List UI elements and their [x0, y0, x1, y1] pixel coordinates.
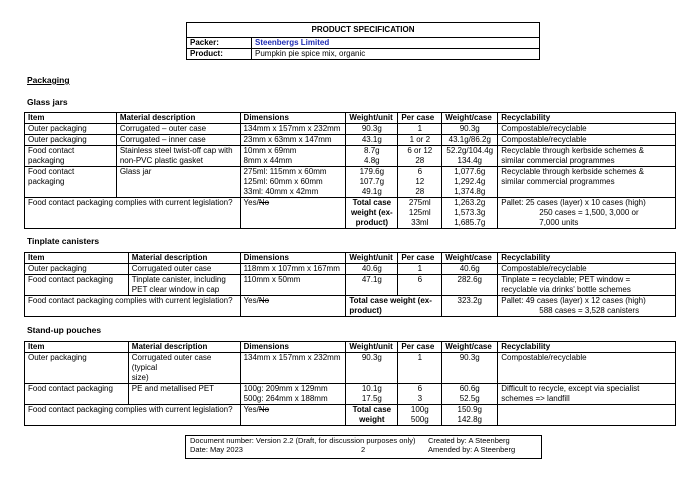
packer-label: Packer: — [187, 38, 252, 49]
value-line: 142.8g — [457, 415, 482, 424]
compliance-answer — [240, 405, 346, 426]
cell-item: Outer packaging — [25, 353, 129, 384]
cell-weight-unit: 90.3g — [346, 353, 398, 384]
total-case-weight-label: Total case weight (ex-product) — [346, 198, 398, 229]
cell-weight-unit — [346, 384, 398, 405]
cell-weight-case — [442, 167, 498, 198]
glass-jars-table — [24, 112, 676, 229]
product-label: Product: — [187, 49, 252, 60]
col-per-case: Per case — [398, 113, 442, 124]
compliance-statement: Food contact packaging complies with current legislation? — [25, 198, 241, 229]
recyclability-line: Tinplate = recyclable; PET window = — [501, 275, 631, 284]
cell-per-case — [398, 146, 442, 167]
size-cell — [398, 198, 442, 229]
cell-dimensions — [240, 167, 346, 198]
recyclability-line: similar commercial programmes — [501, 156, 615, 165]
col-item: Item — [25, 113, 117, 124]
page-title: PRODUCT SPECIFICATION — [187, 23, 540, 38]
cell-item: Food contact packaging — [25, 384, 129, 405]
cell-weight-case: 90.3g — [442, 124, 498, 135]
value-line: 179.6g — [359, 167, 385, 176]
col-recyclability: Recyclability — [498, 253, 676, 264]
value-line: 6 — [417, 167, 423, 176]
cell-dimensions: 118mm x 107mm x 167mm — [240, 264, 346, 275]
col-weight-unit: Weight/unit — [346, 113, 398, 124]
footer-table — [186, 436, 541, 454]
tinplate-heading: Tinplate canisters — [27, 236, 100, 246]
cell-recyclability: Compostable/recyclable — [498, 353, 676, 384]
value-line: 6 or 12 — [407, 146, 433, 155]
table-row — [25, 146, 676, 167]
cell-item: Food contact packaging — [25, 167, 117, 198]
dimension-line: 33ml: 40mm x 42mm — [243, 187, 319, 196]
total-weight-cell — [442, 405, 498, 426]
cell-per-case: 1 or 2 — [398, 135, 442, 146]
packer-value: Steenbergs Limited — [252, 38, 540, 49]
cell-recyclability — [498, 384, 676, 405]
value-line: 500g — [410, 415, 429, 424]
dimension-line: 275ml: 115mm x 60mm — [243, 167, 327, 176]
tinplate-table — [24, 252, 676, 317]
no-text: No — [258, 405, 270, 414]
cell-item: Outer packaging — [25, 124, 117, 135]
cell-weight-unit: 40.6g — [346, 264, 398, 275]
cell-material: Glass jar — [116, 167, 240, 198]
cell-recyclability — [498, 275, 676, 296]
created-by: Created by: A Steenberg — [428, 436, 510, 445]
pallet-cell — [498, 198, 676, 229]
table-row — [25, 167, 676, 198]
col-per-case: Per case — [398, 253, 442, 264]
col-item: Item — [25, 253, 129, 264]
col-material: Material description — [128, 342, 240, 353]
dimension-line: 100g: 209mm x 129mm — [243, 384, 328, 393]
cell-recyclability — [498, 146, 676, 167]
cell-recyclability: Compostable/recyclable — [498, 135, 676, 146]
cell-per-case: 1 — [398, 264, 442, 275]
cell-dimensions — [240, 384, 346, 405]
material-line: Stainless steel twist-off cap with — [119, 146, 233, 155]
product-value: Pumpkin pie spice mix, organic — [252, 49, 540, 60]
col-weight-case: Weight/case — [442, 113, 498, 124]
cell-weight-case: 90.3g — [442, 353, 498, 384]
value-line: 4.8g — [364, 156, 380, 165]
footer-date-cell — [186, 445, 424, 454]
dimension-line: 10mm x 69mm — [243, 146, 297, 155]
cell-recyclability: Compostable/recyclable — [498, 264, 676, 275]
col-material: Material description — [116, 113, 240, 124]
table-row — [25, 353, 676, 384]
value-line: 1,573.3g — [454, 208, 486, 217]
col-recyclability: Recyclability — [498, 342, 676, 353]
cell-weight-case: 40.6g — [442, 264, 498, 275]
document-date: Date: May 2023 — [190, 445, 243, 454]
cell-dimensions: 134mm x 157mm x 232mm — [240, 353, 346, 384]
table-row — [25, 135, 676, 146]
total-weight-cell: 323.2g — [442, 296, 498, 317]
cell-weight-unit: 90.3g — [346, 124, 398, 135]
cell-weight-case — [442, 384, 498, 405]
material-line: non-PVC plastic gasket — [119, 156, 203, 165]
col-dimensions: Dimensions — [240, 342, 346, 353]
cell-material: Corrugated outer case — [128, 264, 240, 275]
packaging-heading: Packaging — [27, 75, 70, 85]
table-header-row — [25, 113, 676, 124]
recyclability-line: Difficult to recycle, except via specialist — [501, 384, 640, 393]
cell-weight-case — [442, 146, 498, 167]
value-line: 1,685.7g — [454, 218, 486, 227]
total-case-weight-label: Total case weight — [346, 405, 398, 426]
compliance-answer — [240, 296, 346, 317]
col-weight-case: Weight/case — [442, 342, 498, 353]
col-dimensions: Dimensions — [240, 113, 346, 124]
cell-weight-case: 43.1g/86.2g — [442, 135, 498, 146]
col-recyclability: Recyclability — [498, 113, 676, 124]
value-line: 1,374.8g — [454, 187, 486, 196]
table-header-row — [25, 253, 676, 264]
dimension-line: 500g: 264mm x 188mm — [243, 394, 328, 403]
yes-text: Yes/ — [243, 405, 259, 414]
pouches-heading: Stand-up pouches — [27, 325, 102, 335]
value-line: 1,263.2g — [454, 198, 486, 207]
material-line: size) — [131, 373, 149, 382]
cell-weight-case: 282.6g — [442, 275, 498, 296]
value-line: 10.1g — [361, 384, 382, 393]
table-header-row — [25, 342, 676, 353]
table-row — [25, 275, 676, 296]
col-item: Item — [25, 342, 129, 353]
compliance-statement: Food contact packaging complies with current legislation? — [25, 405, 241, 426]
cell-weight-unit: 47.1g — [346, 275, 398, 296]
table-row — [25, 264, 676, 275]
value-line: 100g — [410, 405, 429, 414]
document-footer — [185, 435, 542, 459]
cell-weight-unit — [346, 167, 398, 198]
cell-dimensions — [240, 146, 346, 167]
recyclability-line: schemes => landfill — [501, 394, 570, 403]
cell-weight-unit — [346, 146, 398, 167]
cell-material — [116, 146, 240, 167]
cell-material: Corrugated – outer case — [116, 124, 240, 135]
pallet-line: 250 cases = 1,500, 3,000 or — [539, 208, 639, 217]
compliance-statement: Food contact packaging complies with current legislation? — [25, 296, 241, 317]
value-line: 1,077.6g — [454, 167, 486, 176]
size-cell — [398, 405, 442, 426]
pouches-table — [24, 341, 676, 426]
value-line: 150.9g — [457, 405, 482, 414]
value-line: 49.1g — [361, 187, 382, 196]
glass-jars-heading: Glass jars — [27, 97, 68, 107]
value-line: 125ml — [408, 208, 431, 217]
yes-text: Yes/ — [243, 296, 259, 305]
value-line: 12 — [415, 177, 425, 186]
cell-per-case — [398, 384, 442, 405]
total-case-weight-label: Total case weight (ex-product) — [346, 296, 442, 317]
value-line: 275ml — [408, 198, 431, 207]
value-line: 107.7g — [359, 177, 385, 186]
recyclability-line: recyclable via drinks' bottle schemes — [501, 285, 631, 294]
cell-dimensions: 23mm x 63mm x 147mm — [240, 135, 346, 146]
col-weight-case: Weight/case — [442, 253, 498, 264]
value-line: 134.4g — [457, 156, 482, 165]
value-line: 28 — [415, 187, 425, 196]
cell-item: Food contact packaging — [25, 146, 117, 167]
no-text: No — [258, 198, 270, 207]
table-row — [25, 124, 676, 135]
spec-header-table — [186, 22, 540, 60]
cell-weight-unit: 43.1g — [346, 135, 398, 146]
amended-by: Amended by: A Steenberg — [428, 445, 516, 454]
table-row — [25, 405, 676, 426]
pallet-cell — [498, 296, 676, 317]
document-number: Document number: Version 2.2 (Draft, for discussion purposes only) — [190, 436, 416, 445]
value-line: 1,292.4g — [454, 177, 486, 186]
cell-per-case: 1 — [398, 124, 442, 135]
value-line: 52.5g — [459, 394, 480, 403]
pallet-line: Pallet: 49 cases (layer) x 12 cases (high) — [501, 296, 646, 305]
recyclability-line: Recyclable through kerbside schemes & — [501, 167, 644, 176]
cell-per-case: 6 — [398, 275, 442, 296]
col-material: Material description — [128, 253, 240, 264]
value-line: 6 — [417, 384, 423, 393]
yes-text: Yes/ — [243, 198, 259, 207]
recyclability-line: Recyclable through kerbside schemes & — [501, 146, 644, 155]
cell-item: Outer packaging — [25, 264, 129, 275]
dimension-line: 8mm x 44mm — [243, 156, 292, 165]
material-line: PET clear window in cap — [131, 285, 220, 294]
col-weight-unit: Weight/unit — [346, 342, 398, 353]
cell-recyclability — [498, 167, 676, 198]
dimension-line: 125ml: 60mm x 60mm — [243, 177, 323, 186]
cell-material: Corrugated – inner case — [116, 135, 240, 146]
cell-recyclability: Compostable/recyclable — [498, 124, 676, 135]
value-line: 17.5g — [361, 394, 382, 403]
cell-dimensions: 110mm x 50mm — [240, 275, 346, 296]
col-weight-unit: Weight/unit — [346, 253, 398, 264]
col-per-case: Per case — [398, 342, 442, 353]
table-row — [25, 384, 676, 405]
value-line: 3 — [417, 394, 423, 403]
table-row — [25, 296, 676, 317]
cell-material: PE and metallised PET — [128, 384, 240, 405]
page-number: 2 — [361, 445, 366, 454]
value-line: 28 — [415, 156, 425, 165]
cell-material — [128, 353, 240, 384]
cell-material — [128, 275, 240, 296]
cell-per-case — [398, 167, 442, 198]
total-weight-cell — [442, 198, 498, 229]
material-line: Corrugated outer case (typical — [131, 353, 212, 372]
cell-per-case: 1 — [398, 353, 442, 384]
table-row — [25, 198, 676, 229]
no-text: No — [258, 296, 270, 305]
value-line: 33ml — [411, 218, 429, 227]
empty-cell — [498, 405, 676, 426]
cell-item: Outer packaging — [25, 135, 117, 146]
value-line: 60.6g — [459, 384, 480, 393]
cell-dimensions: 134mm x 157mm x 232mm — [240, 124, 346, 135]
pallet-line: 588 cases = 3,528 canisters — [539, 306, 640, 315]
material-line: Tinplate canister, including — [131, 275, 226, 284]
col-dimensions: Dimensions — [240, 253, 346, 264]
pallet-line: Pallet: 25 cases (layer) x 10 cases (high) — [501, 198, 646, 207]
value-line: 52.2g/104.4g — [446, 146, 494, 155]
pallet-line: 7,000 units — [539, 218, 579, 227]
cell-item: Food contact packaging — [25, 275, 129, 296]
recyclability-line: similar commercial programmes — [501, 177, 615, 186]
value-line: 8.7g — [364, 146, 380, 155]
compliance-answer — [240, 198, 346, 229]
